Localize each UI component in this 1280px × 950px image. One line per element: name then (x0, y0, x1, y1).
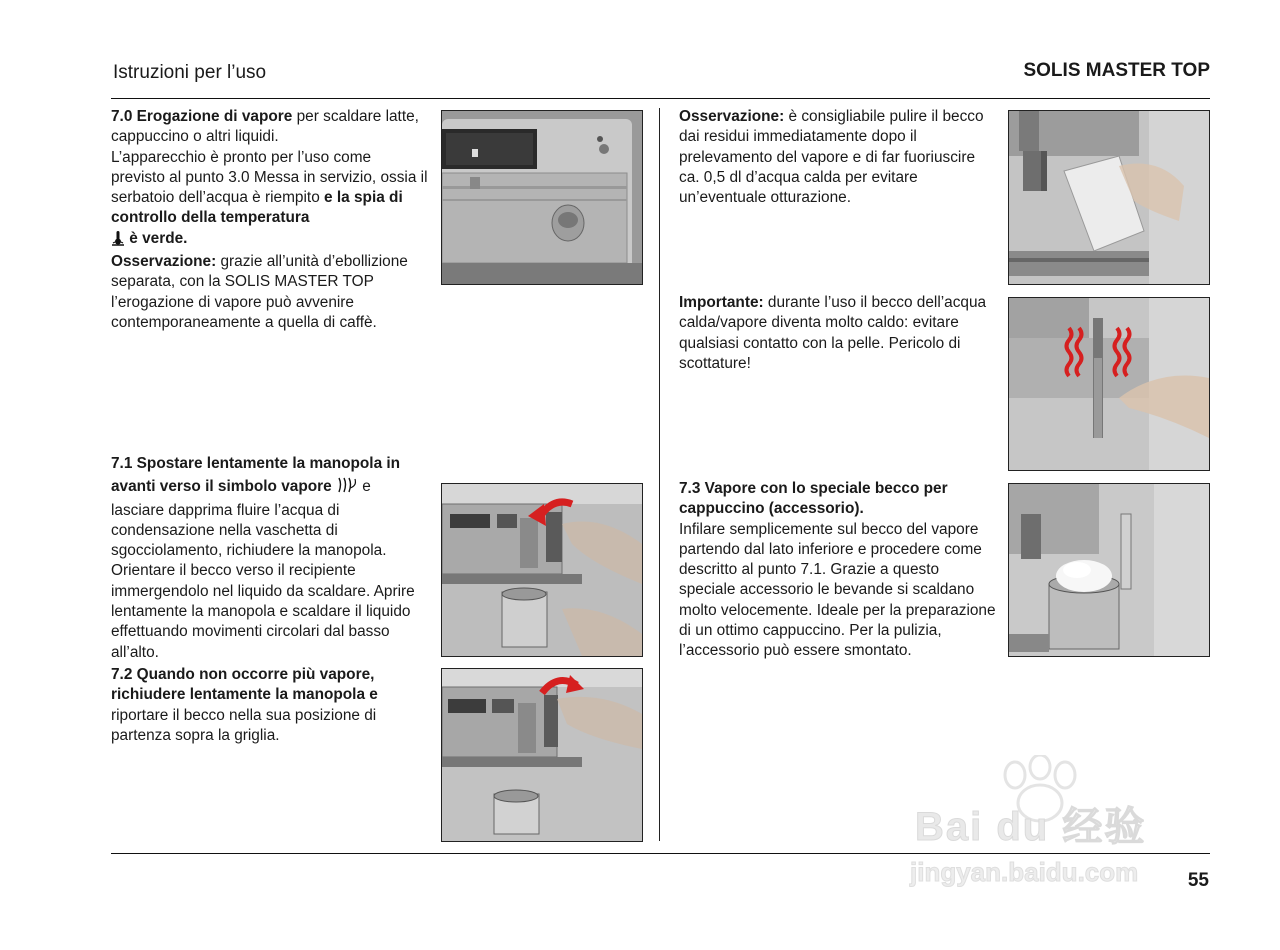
column-divider (659, 108, 660, 841)
section-7-1-body: lasciare dapprima fluire l’acqua di condensazione nella vaschetta di sgocciolamento, richiudere la manopola. Orientare il becco verso il recipiente immergendolo nel liquido da scaldare. Aprire lentamente la manopola e scaldare il liquido effettuando movimenti circolari dal basso all’alto. (111, 501, 415, 661)
hot-spout-warning-photo (1008, 297, 1210, 471)
section-7-2-heading: 7.2 Quando non occorre più vapore, richiudere lentamente la manopola e (111, 666, 378, 704)
steam-symbol-icon (336, 474, 358, 500)
important-note (679, 293, 999, 374)
important-label: Importante: (679, 294, 764, 311)
section-7-0-body-bold: e la spia di controllo della temperatura (111, 189, 403, 227)
baidu-watermark (905, 755, 1205, 905)
section-7-0-note-label: Osservazione: (111, 253, 217, 271)
watermark-brand: Bai du 经验 (915, 805, 1147, 849)
section-7-3-body: Infilare semplicemente sul becco del vapore partendo dal lato inferiore e procedere come descritto al punto 7.1. Grazie a questo speciale accessorio le bevande si scaldano molto velocemente. Ideale per la preparazione di un ottimo cappuccino. Per la pulizia, l’accessorio può essere smontato. (679, 520, 996, 660)
header-right-title: SOLIS MASTER TOP (1023, 60, 1210, 81)
important-text: durante l’uso il becco dell’acqua calda/vapore diventa molto caldo: evitare qualsiasi contatto con la pelle. Pericolo di scottature! (679, 294, 987, 372)
section-7-2 (111, 665, 433, 746)
observation-label: Osservazione: (679, 108, 785, 125)
section-7-3-heading: 7.3 Vapore con lo speciale becco per cappuccino (accessorio). (679, 480, 948, 518)
section-7-1-heading: 7.1 Spostare lentamente la manopola in avanti verso il simbolo vapore (111, 455, 401, 496)
section-7-3 (679, 479, 999, 662)
section-7-0-body: L’apparecchio è pronto per l’uso come previsto al punto 3.0 Messa in servizio, ossia il serbatoio dell’acqua è riempito (111, 148, 428, 207)
section-7-0-body-bold-end: è verde. (125, 229, 188, 247)
page-number: 55 (1187, 870, 1209, 891)
header-left-title: Istruzioni per l’uso (113, 62, 267, 83)
observation-note (679, 107, 999, 208)
spout-cleaning-photo (1008, 110, 1210, 285)
section-7-0-intro: per scaldare latte, cappuccino o altri liquidi. (111, 108, 419, 146)
section-7-0 (111, 107, 429, 333)
top-rule (111, 98, 1210, 99)
section-7-0-note-text: grazie all’unità d’ebollizione separata, con la SOLIS MASTER TOP l’erogazione di vapore può avvenire contemporaneamente a quella di caffè. (111, 253, 408, 331)
section-7-1-text-after-icon: e (357, 478, 371, 496)
cappuccino-accessory-photo (1008, 483, 1210, 657)
section-7-2-body: riportare il becco nella sua posizione di partenza sopra la griglia. (111, 706, 377, 744)
section-7-0-heading: 7.0 Erogazione di vapore (111, 108, 293, 125)
steam-knob-close-photo (441, 668, 643, 842)
section-7-1 (111, 454, 433, 663)
steam-knob-turn-photo (441, 483, 643, 657)
temperature-lamp-icon (111, 230, 125, 252)
observation-text: è consigliabile pulire il becco dai residui immediatamente dopo il prelevamento del vapore e di far fuoriuscire ca. 0,5 dl d’acqua calda per evitare un’eventuale otturazione. (679, 108, 984, 207)
machine-front-panel-photo (441, 110, 643, 285)
watermark-url: jingyan.baidu.com (910, 857, 1139, 887)
